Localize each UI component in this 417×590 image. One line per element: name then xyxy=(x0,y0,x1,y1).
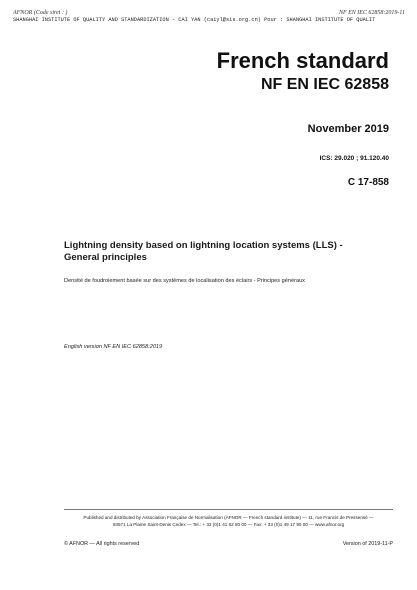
ics-codes: ICS: 29.020 ; 91.120.40 xyxy=(319,155,389,162)
header-left-text: AFNOR (Code siret : ) xyxy=(13,10,68,16)
publisher-line-1: Published and distributed by Association Française de Normalisation (AFNOR — French standard institute) — 11, rue Francis de Pressensé — xyxy=(83,515,374,520)
copyright-notice: © AFNOR — All rights reserved xyxy=(64,541,140,547)
document-title-line-2: General principles xyxy=(64,252,147,263)
page-header xyxy=(13,10,405,16)
classification-code: C 17-858 xyxy=(347,177,389,188)
license-watermark-line: SHANGHAI INSTITUTE OF QUALITY AND STANDARDIZATION - CAI YAN (caiyl@sis.org.cn) Pour : SHANGHAI INSTITUTE OF QUALIT xyxy=(13,17,376,23)
english-version-note: English version NF EN IEC 62858:2019 xyxy=(64,344,163,350)
version-label: Version of 2019-11-P xyxy=(342,541,393,547)
header-right-text: NF EN IEC 62858:2019-11 xyxy=(338,10,405,16)
standard-type-title: French standard xyxy=(216,48,389,73)
publisher-info xyxy=(64,514,393,528)
publisher-line-2: 93571 La Plaine Saint-Denis Cedex — Tel.: + 33 (0)1 41 62 80 00 — Fax: + 33 (0)1 49 17 90 00 — www.afnor.org xyxy=(112,522,345,527)
footer-divider xyxy=(64,509,393,510)
publication-date: November 2019 xyxy=(307,123,389,135)
document-title-line-1: Lightning density based on lightning location systems (LLS) - xyxy=(64,240,343,251)
standard-reference: NF EN IEC 62858 xyxy=(260,76,389,93)
document-title xyxy=(64,240,394,264)
french-title: Densité de foudroiement basée sur des systèmes de localisation des éclairs - Principes généraux xyxy=(64,278,305,284)
